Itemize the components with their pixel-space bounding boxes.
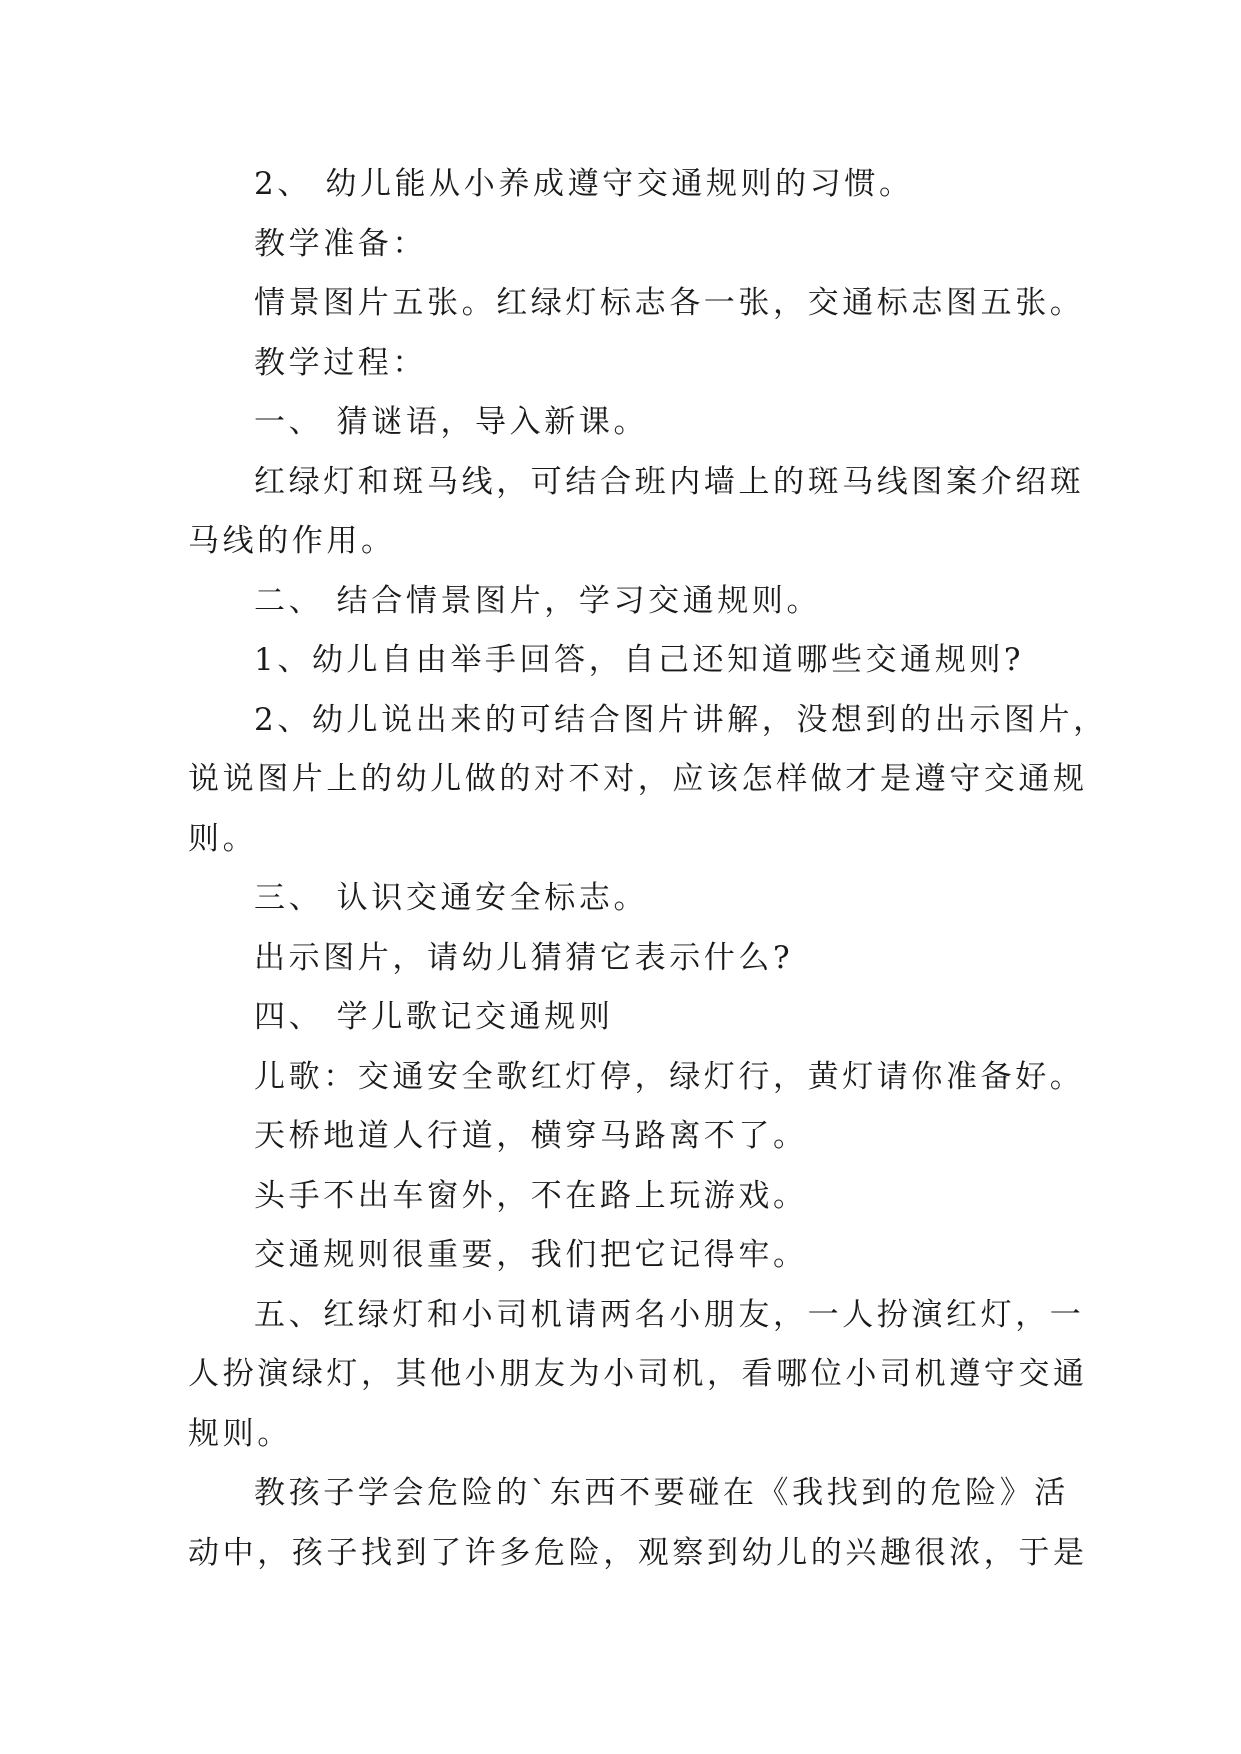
step-heading: 三、 认识交通安全标志。 [254, 880, 649, 916]
text-line: 说说图片上的幼儿做的对不对，应该怎样做才是遵守交通规 [188, 761, 1088, 797]
text-line: 情景图片五张。红绿灯标志各一张，交通标志图五张。 [254, 285, 1085, 321]
text-line: 则。 [188, 820, 258, 857]
text-line: 2、 幼儿能从小养成遵守交通规则的习惯。 [254, 166, 914, 202]
document-body [188, 155, 1108, 1583]
text-line: 教孩子学会危险的`东西不要碰在《我找到的危险》活 [254, 1475, 1069, 1511]
text-line: 2、幼儿说出来的可结合图片讲解，没想到的出示图片， [254, 701, 1108, 738]
song-line: 天桥地道人行道，横穿马路离不了。 [254, 1118, 808, 1154]
step-heading: 一、 猜谜语，导入新课。 [254, 404, 649, 440]
text-line: 马线的作用。 [188, 523, 396, 559]
song-line: 儿歌：交通安全歌红灯停，绿灯行，黄灯请你准备好。 [254, 1058, 1085, 1095]
step-heading: 四、 学儿歌记交通规则 [254, 999, 614, 1035]
text-line: 红绿灯和斑马线，可结合班内墙上的斑马线图案介绍斑 [254, 463, 1085, 500]
section-heading: 教学准备： [254, 225, 427, 262]
section-heading: 教学过程： [254, 344, 427, 381]
text-line: 1、幼儿自由举手回答，自己还知道哪些交通规则? [254, 642, 1025, 678]
song-line: 头手不出车窗外，不在路上玩游戏。 [254, 1177, 808, 1214]
text-line: 出示图片，请幼儿猜猜它表示什么? [254, 939, 794, 976]
song-line: 交通规则很重要，我们把它记得牢。 [254, 1237, 808, 1273]
step-heading: 二、 结合情景图片，学习交通规则。 [254, 582, 822, 619]
text-line: 人扮演绿灯，其他小朋友为小司机，看哪位小司机遵守交通 [188, 1356, 1088, 1392]
text-line: 动中，孩子找到了许多危险，观察到幼儿的兴趣很浓，于是 [188, 1534, 1088, 1571]
text-line: 规则。 [188, 1415, 292, 1452]
step-heading: 五、红绿灯和小司机请两名小朋友，一人扮演红灯，一 [254, 1296, 1085, 1333]
